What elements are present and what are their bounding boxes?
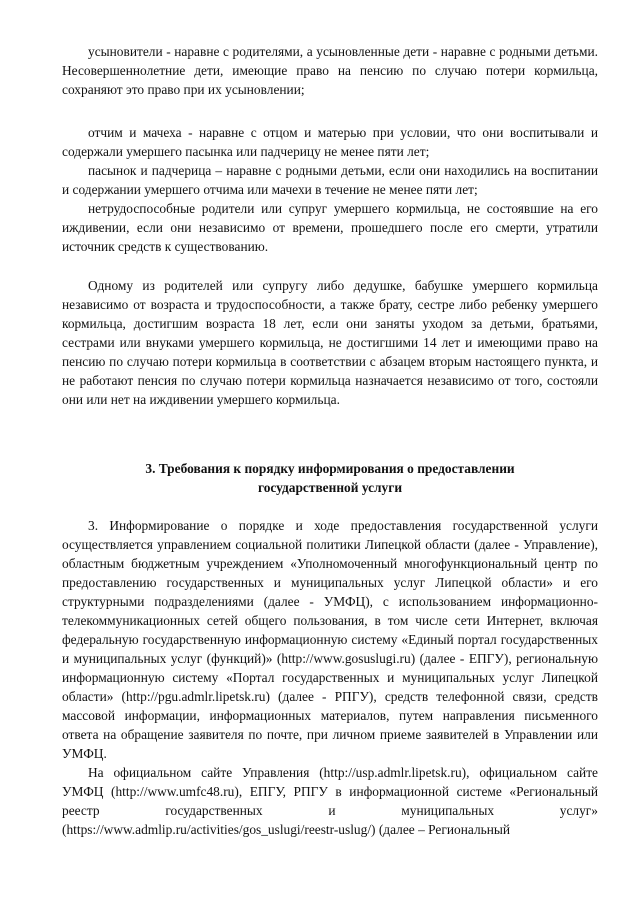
paragraph-official-sites: На официальном сайте Управления (http://usp.admlr.lipetsk.ru), официальном сайте УМФЦ (http://www.umfc48.ru), ЕПГУ, РПГУ в информационной системе «Региональный реестр государственных и муниципальных услуг» (https://www.admlip.ru/activities/gos_uslugi/reestr-uslug/) (далее – Региональный <box>62 765 598 837</box>
section-body <box>62 516 598 839</box>
paragraph-adopters: усыновители - наравне с родителями, а усыновленные дети - наравне с родными детьми. Несовершеннолетние дети, имеющие право на пенсию по случаю потери кормильца, сохраняют это право при их усыновлении; <box>62 44 598 97</box>
section-heading <box>62 459 598 497</box>
paragraph-caregivers: Одному из родителей или супругу либо дедушке, бабушке умершего кормильца независимо от возраста и трудоспособности, а также брату, сестре либо ребенку умершего кормильца, достигшим возраста 18 лет, если они заняты уходом за детьми, братьями, сестрами или внуками умершего кормильца, не достигшими 14 лет и имеющими право на пенсию по случаю потери кормильца в соответствии с абзацем вторым настоящего пункта, и не работают пенсия по случаю потери кормильца назначается независимо от того, состояли они или нет на иждивении умершего кормильца. <box>62 278 598 407</box>
section-heading-line2: государственной услуги <box>257 480 403 495</box>
section-heading-line1: 3. Требования к порядку информирования о предоставлении <box>145 461 515 476</box>
paragraph-group-relatives <box>62 123 598 256</box>
paragraph-stepchildren: пасынок и падчерица – наравне с родными детьми, если они находились на воспитании и содержании умершего отчима или мачехи в течение не менее пяти лет; <box>62 163 598 197</box>
paragraph-informing: 3. Информирование о порядке и ходе предоставления государственной услуги осуществляется управлением социальной политики Липецкой области (далее - Управление), областным бюджетным учреждением «Уполномоченный многофункциональный центр по предоставлению государственных и муниципальных услуг Липецкой области» и его структурными подразделениями (далее - УМФЦ), с использованием информационно-телекоммуникационных сетей общего пользования, в том числе сети Интернет, включая федеральную государственную информационную систему «Единый портал государственных и муниципальных услуг (функций)» (http://www.gosuslugi.ru) (далее - ЕПГУ), региональную информационную систему «Портал государственных и муниципальных услуг Липецкой области» (http://pgu.admlr.lipetsk.ru) (далее - РПГУ), средств телефонной связи, средств массовой информации, информационных материалов, путем направления письменного ответа на обращение заявителя по почте, при личном приеме заявителей в Управлении или УМФЦ. <box>62 518 598 761</box>
paragraph-stepparents: отчим и мачеха - наравне с отцом и матерью при условии, что они воспитывали и содержали умершего пасынка или падчерицу не менее пяти лет; <box>62 125 598 159</box>
paragraph-disabled-parents: нетрудоспособные родители или супруг умершего кормильца, не состоявшие на его иждивении, если они независимо от времени, прошедшего после его смерти, утратили источник средств к существованию. <box>62 201 598 254</box>
